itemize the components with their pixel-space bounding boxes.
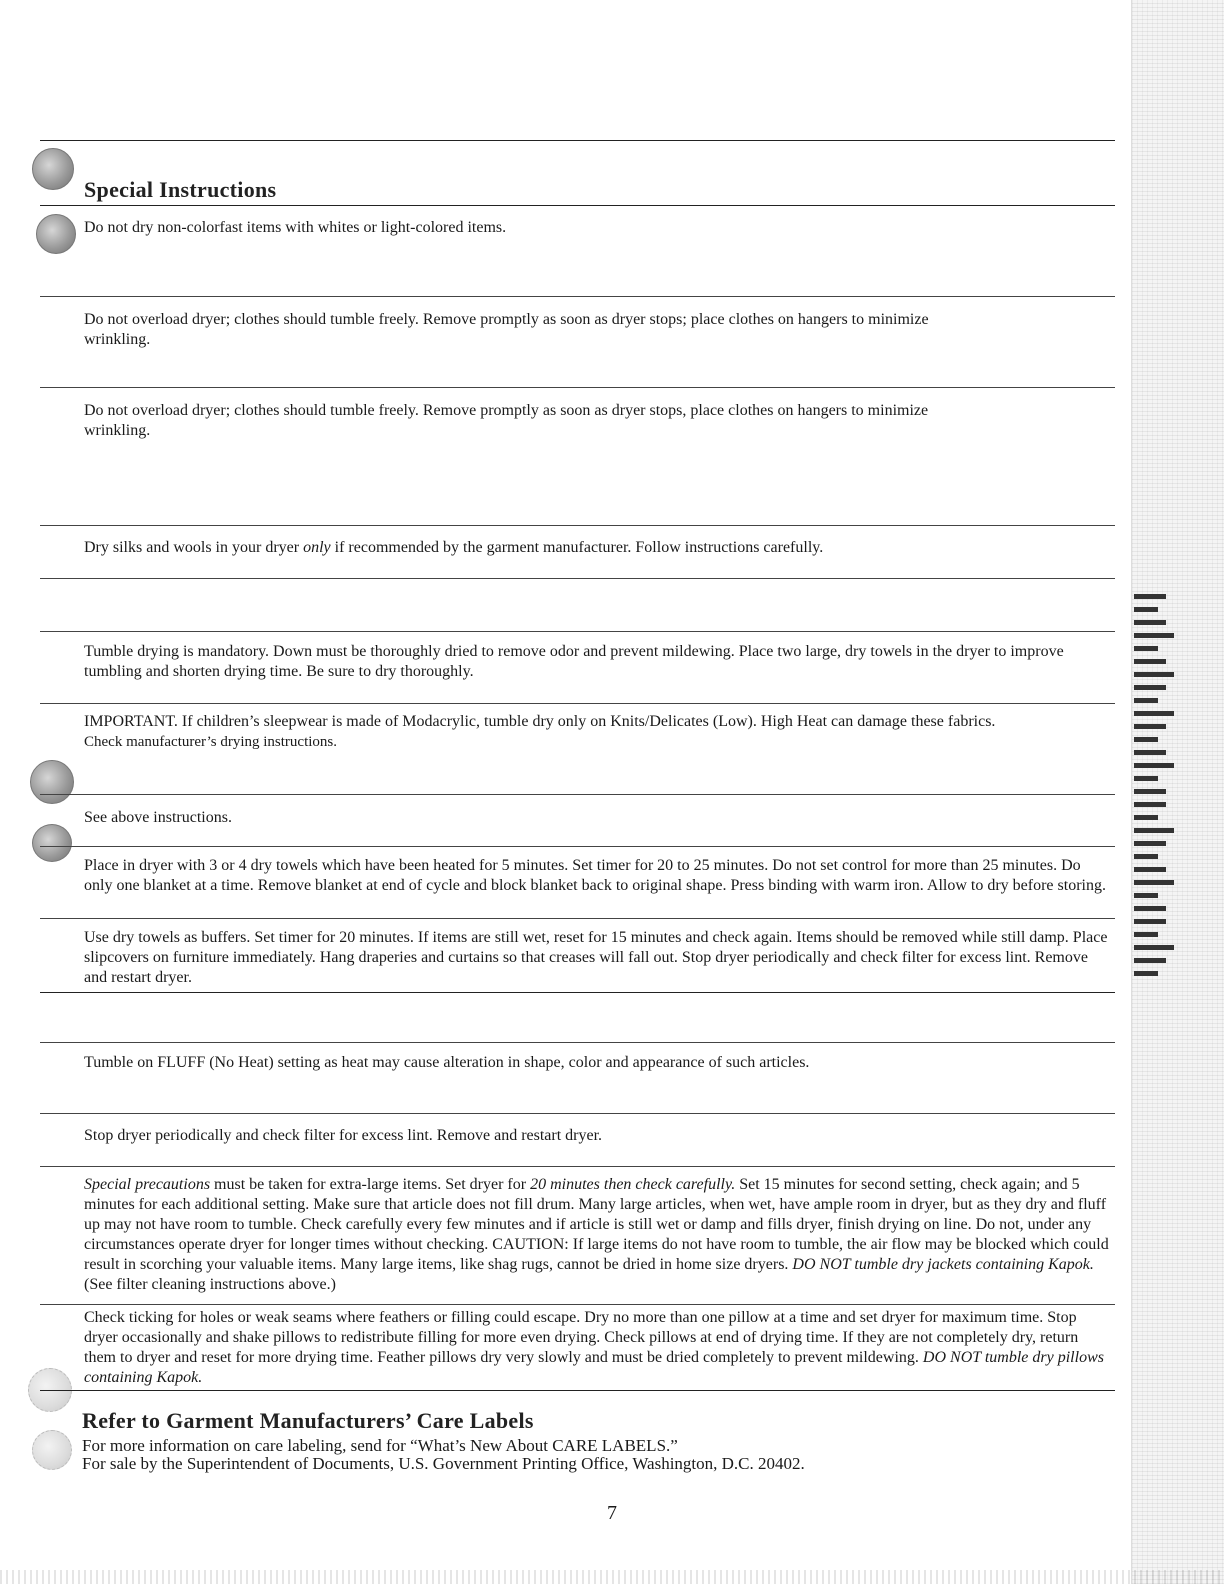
divider [40,140,1115,141]
binder-hole-icon [32,824,72,862]
divider [40,1390,1115,1391]
instruction-12-d: Set 15 minutes for second setting, check again; and 5 minutes for each additional setting. Make sure that article does not fill drum. Many large articles, when wet, have ample room in dryer, but as they dry and fluff up may not have room to tumble. Check carefully every few minutes and if article is still wet or damp and fills dryer, finish drying on line. Do not, under any circumstances operate dryer for longer times without checking. CAUTION: If large items do not have room to tumble, the air flow may be blocked which could result in scorching your valuable items. Many large items, like shag rugs, cannot be dried in home size dryers. [84,1176,1109,1273]
instruction-9: Use dry towels as buffers. Set timer for 20 minutes. If items are still wet, reset for 15 minutes and check again. Items should be removed while still damp. Place slipcovers on furniture immediately. Hang draperies and curtains so that creases will fall out. Stop dryer periodically and check filter for excess lint. Remove and restart dryer. [84,929,1108,986]
instruction-8: Place in dryer with 3 or 4 dry towels which have been heated for 5 minutes. Set timer for 20 to 25 minutes. Do not set control for more than 25 minutes. Do only one blanket at a time. Remove blanket at end of cycle and block blanket back to original shape. Press binding with warm iron. Allow to dry before storing. [84,857,1106,894]
care-labels-line1: For more information on care labeling, send for “What’s New About CARE LABELS.” [82,1436,678,1455]
instruction-7: See above instructions. [84,809,232,826]
instruction-3: Do not overload dryer; clothes should tumble freely. Remove promptly as soon as dryer stops, place clothes on hangers to minimize wrinkling. [84,402,929,439]
section-title: Special Instructions [84,177,277,202]
instruction-13-a: Check ticking for holes or weak seams where feathers or filling could escape. Dry no more than one pillow at a time and set dryer for maximum time. Stop dryer occasionally and shake pillows to redistribute filling for more even drying. Check pillows at end of drying time. If they are not completely dry, return them to dryer and reset for more drying time. Feather pillows dry very slowly and must be dried completely to prevent mildewing. [84,1309,1079,1366]
instruction-4-post: if recommended by the garment manufacturer. Follow instructions carefully. [330,539,824,556]
instruction-13 [84,1308,1109,1388]
divider [40,631,1115,632]
instruction-6 [84,712,1109,752]
divider [40,1304,1115,1305]
divider [40,1166,1115,1167]
divider [40,1042,1115,1043]
divider [40,296,1115,297]
divider [40,578,1115,579]
divider [40,703,1115,704]
instruction-4 [84,538,1109,558]
care-labels-line2: For sale by the Superintendent of Documents, U.S. Government Printing Office, Washington, D.C. 20402. [82,1454,805,1473]
binder-hole-icon [36,214,76,254]
edge-marks [1134,586,1194,984]
care-labels-title: Refer to Garment Manufacturers’ Care Labels [82,1408,534,1433]
divider [40,205,1115,206]
binder-hole-icon [32,148,74,190]
instruction-10: Tumble on FLUFF (No Heat) setting as heat may cause alteration in shape, color and appearance of such articles. [84,1054,810,1071]
page-number: 7 [607,1502,617,1524]
instruction-12-b: must be taken for extra-large items. Set dryer for [210,1176,531,1193]
instruction-12-em-c: 20 minutes then check carefully. [530,1176,736,1193]
divider [40,525,1115,526]
divider [40,918,1115,919]
binder-hole-icon [30,760,74,804]
instruction-13-em-b: DO NOT tumble dry pillows containing Kapok. [84,1349,1104,1386]
divider [40,794,1115,795]
instruction-5: Tumble drying is mandatory. Down must be thoroughly dried to remove odor and prevent mildewing. Place two large, dry towels in the dryer to improve tumbling and shorten drying time. Be sure to dry thoroughly. [84,643,1064,680]
instruction-4-emphasis: only [303,539,331,556]
binder-hole-icon [32,1430,72,1470]
divider [40,1113,1115,1114]
divider [40,387,1115,388]
instruction-12-f: (See filter cleaning instructions above.) [84,1276,336,1293]
instruction-6-line1: IMPORTANT. If children’s sleepwear is made of Modacrylic, tumble dry only on Knits/Delicates (Low). High Heat can damage these fabrics. [84,713,996,730]
instruction-12 [84,1175,1109,1295]
divider [40,846,1115,847]
instruction-2: Do not overload dryer; clothes should tumble freely. Remove promptly as soon as dryer stops; place clothes on hangers to minimize wrinkling. [84,311,929,348]
scan-bottom-strip [0,1570,1224,1584]
instruction-1: Do not dry non-colorfast items with whites or light-colored items. [84,219,507,236]
divider [40,992,1115,993]
instruction-12-em-e: DO NOT tumble dry jackets containing Kapok. [792,1256,1094,1273]
instruction-12-em-a: Special precautions [84,1176,211,1193]
instruction-6-line2: Check manufacturer’s drying instructions. [84,734,337,750]
instruction-4-pre: Dry silks and wools in your dryer [84,539,304,556]
instruction-11: Stop dryer periodically and check filter for excess lint. Remove and restart dryer. [84,1127,603,1144]
